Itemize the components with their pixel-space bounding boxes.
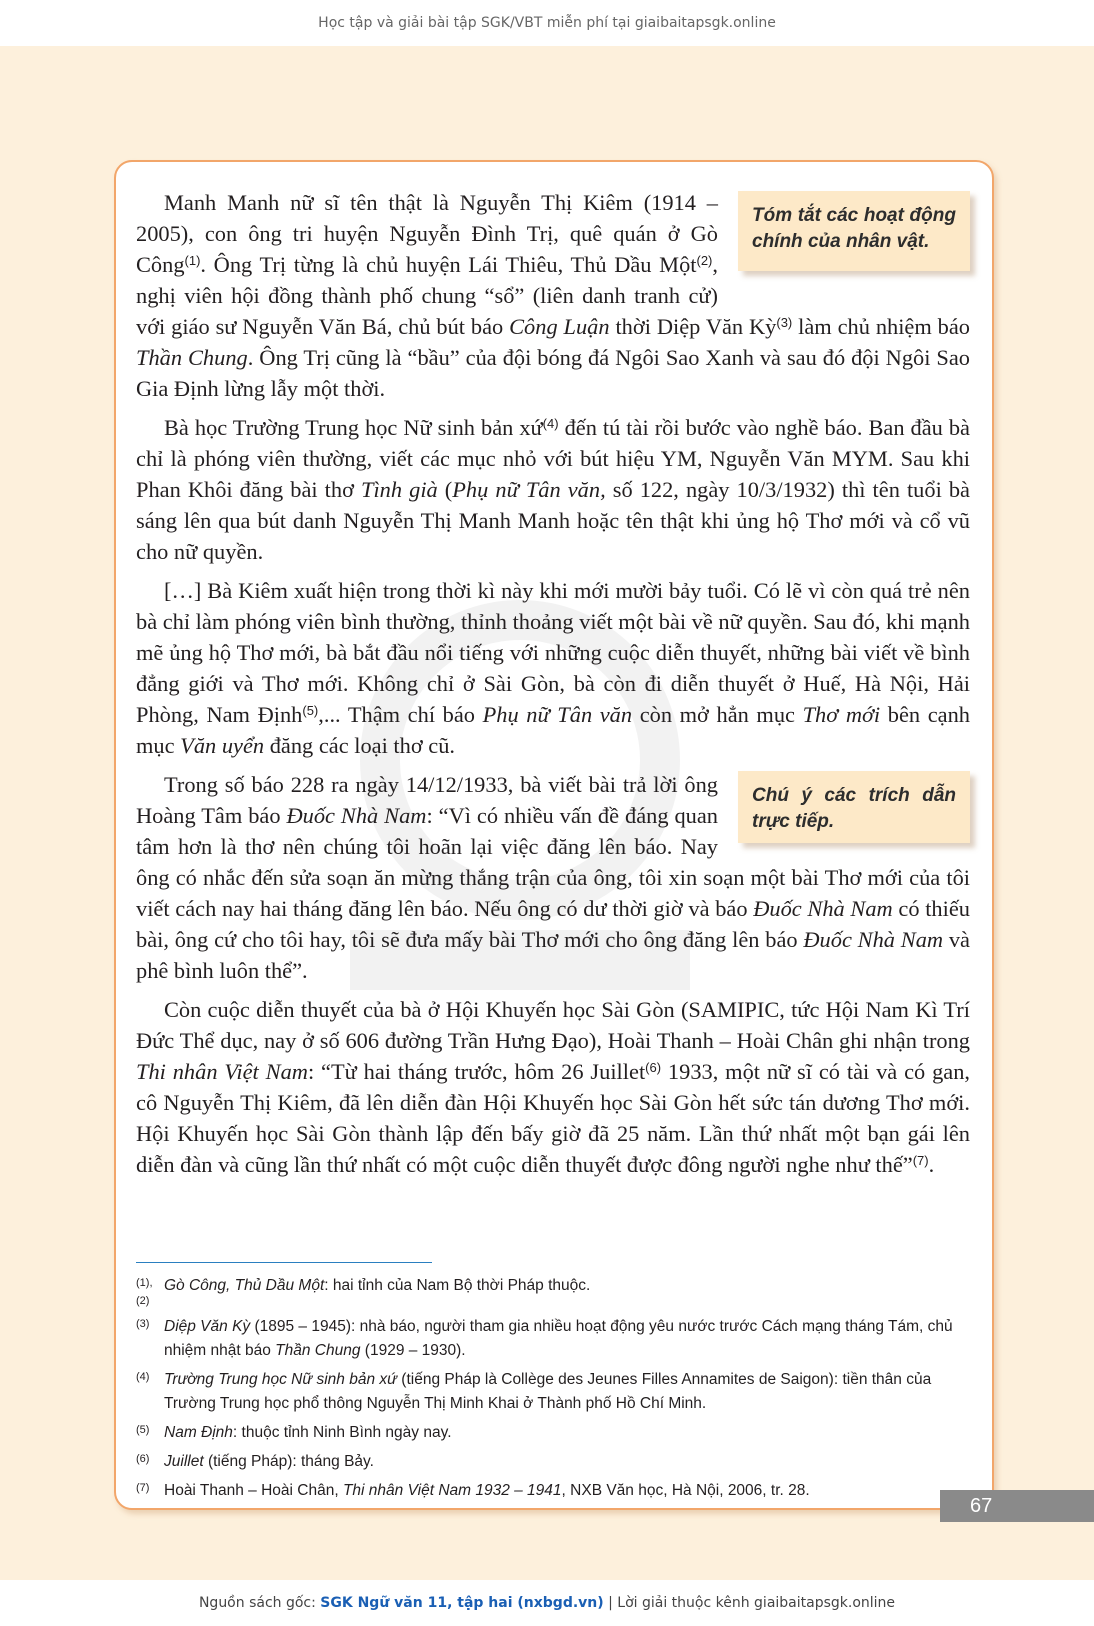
article-body [136, 187, 970, 1188]
footnote-item: (3) Diệp Văn Kỳ (1895 – 1945): nhà báo, người tham gia nhiều hoạt động yêu nước trước Cách mạng tháng Tám, chủ nhiệm nhật báo Thần Chung (1929 – 1930). [136, 1318, 953, 1359]
footnote-item: (7) Hoài Thanh – Hoài Chân, Thi nhân Việt Nam 1932 – 1941, NXB Văn học, Hà Nội, 2006, tr. 28. [136, 1482, 810, 1499]
footnote-item: (6) Juillet (tiếng Pháp): tháng Bảy. [136, 1453, 374, 1470]
footnote-ref-1: (1) [184, 253, 201, 268]
paragraph-1: Tóm tắt các hoạt động chính của nhân vật. Manh Manh nữ sĩ tên thật là Nguyễn Thị Kiêm (1914 – 2005), con ông tri huyện Nguyễn Đình Trị, quê quán ở Gò Công$^{(1)}$. Ông Trị từng là chủ huyện Lái Thiêu, Thủ Dầu Một$^{(2)}$, nghị viên hội đồng thành phố chung “sổ” (liên danh tranh cử) với giáo sư Nguyễn Văn Bá, chủ bút báo Công Luận thời Diệp Văn Kỳ$^{(3)}$ làm chủ nhiệm báo Thần Chung. Ông Trị cũng là “bầu” của đội bóng đá Ngôi Sao Xanh và sau đó đội Ngôi Sao Gia Định lừng lẫy một thời. [136, 190, 970, 401]
paragraph-4: Chú ý các trích dẫn trực tiếp. Trong số báo 228 ra ngày 14/12/1933, bà viết bài trả lời ông Hoàng Tâm báo Đuốc Nhà Nam: “Vì có nhiều vấn đề đáng quan tâm hơn là thơ nên chúng tôi hoãn lại việc đăng lên báo. Nay ông có nhắc đến sửa soạn ăn mừng thắng trận của ông, tôi xin soạn một bài Thơ mới của tôi viết cách nay hai tháng đăng lên báo. Nếu ông có dư thời giờ và báo Đuốc Nhà Nam có thiếu bài, ông cứ cho tôi hay, tôi sẽ đưa mấy bài Thơ mới cho ông đăng lên báo Đuốc Nhà Nam và phê bình luôn thể”. [136, 772, 970, 983]
footnote-item: (1), (2) Gò Công, Thủ Dầu Một: hai tỉnh của Nam Bộ thời Pháp thuộc. [136, 1277, 591, 1307]
footnote-ref-7: (7) [912, 1153, 929, 1168]
footnote-ref-2: (2) [696, 253, 713, 268]
footnote-ref-6: (6) [645, 1060, 662, 1075]
footnote-ref-4: (4) [542, 416, 559, 431]
side-note-summary: Tóm tắt các hoạt động chính của nhân vật. [738, 191, 970, 271]
footnote-item: (4) Trường Trung học Nữ sinh bản xứ (tiếng Pháp là Collège des Jeunes Filles Annamites de Saigon): tiền thân của Trường Trung học phổ thông Nguyễn Thị Minh Khai ở Thành phố Hồ Chí Minh. [136, 1371, 932, 1412]
footnote-divider [136, 1262, 432, 1263]
footnote-item: (5) Nam Định: thuộc tỉnh Ninh Bình ngày nay. [136, 1424, 452, 1441]
page-number: 67 [940, 1490, 1094, 1522]
source-link[interactable]: SGK Ngữ văn 11, tập hai (nxbgd.vn) [320, 1595, 604, 1611]
footnote-ref-5: (5) [302, 703, 319, 718]
side-note-quotes: Chú ý các trích dẫn trực tiếp. [738, 771, 970, 843]
paragraph-2: Bà học Trường Trung học Nữ sinh bản xứ$^{(4)}$ đến tú tài rồi bước vào nghề báo. Ban đầu bà chỉ là phóng viên thường, viết các mục nhỏ với bút hiệu YM, Nguyễn Văn MYM. Sau khi Phan Khôi đăng bài thơ Tình già (Phụ nữ Tân văn, số 122, ngày 10/3/1932) thì tên tuổi bà sáng lên qua bút danh Nguyễn Thị Manh Manh hoặc tên thật khi ủng hộ Thơ mới và cổ vũ cho nữ quyền. [136, 415, 970, 564]
source-footer: Nguồn sách gốc: SGK Ngữ văn 11, tập hai (nxbgd.vn) | Lời giải thuộc kênh giaibaitapsgk.online [0, 1580, 1094, 1626]
paragraph-3: […] Bà Kiêm xuất hiện trong thời kì này khi mới mười bảy tuổi. Có lẽ vì còn quá trẻ nên bà chỉ làm phóng viên bình thường, thỉnh thoảng viết một bài về nữ quyền. Sau đó, khi mạnh mẽ ủng hộ Thơ mới, bà bắt đầu nổi tiếng với những cuộc diễn thuyết, những bài viết về bình đẳng giới và Thơ mới. Không chỉ ở Sài Gòn, bà còn đi diễn thuyết ở Huế, Hà Nội, Hải Phòng, Nam Định$^{(5)}$,... Thậm chí báo Phụ nữ Tân văn còn mở hẳn mục Thơ mới bên cạnh mục Văn uyển đăng các loại thơ cũ. [136, 578, 970, 758]
site-banner: Học tập và giải bài tập SGK/VBT miễn phí tại giaibaitapsgk.online [0, 0, 1094, 46]
footnotes [136, 1274, 970, 1508]
footnote-ref-3: (3) [776, 315, 793, 330]
paragraph-5: Còn cuộc diễn thuyết của bà ở Hội Khuyến học Sài Gòn (SAMIPIC, tức Hội Nam Kì Trí Đức Thể dục, nay ở số 606 đường Trần Hưng Đạo), Hoài Thanh – Hoài Chân ghi nhận trong Thi nhân Việt Nam: “Từ hai tháng trước, hôm 26 Juillet$^{(6)}$ 1933, một nữ sĩ có tài và có gan, cô Nguyễn Thị Kiêm, đã lên diễn đàn Hội Khuyến học Sài Gòn hết sức tán dương Thơ mới. Hội Khuyến học Sài Gòn thành lập đến bấy giờ đã 25 năm. Lần thứ nhất một bạn gái lên diễn đàn và cũng lần thứ nhất có một cuộc diễn thuyết được đông người nghe như thế”$^{(7)}$. [136, 997, 971, 1177]
